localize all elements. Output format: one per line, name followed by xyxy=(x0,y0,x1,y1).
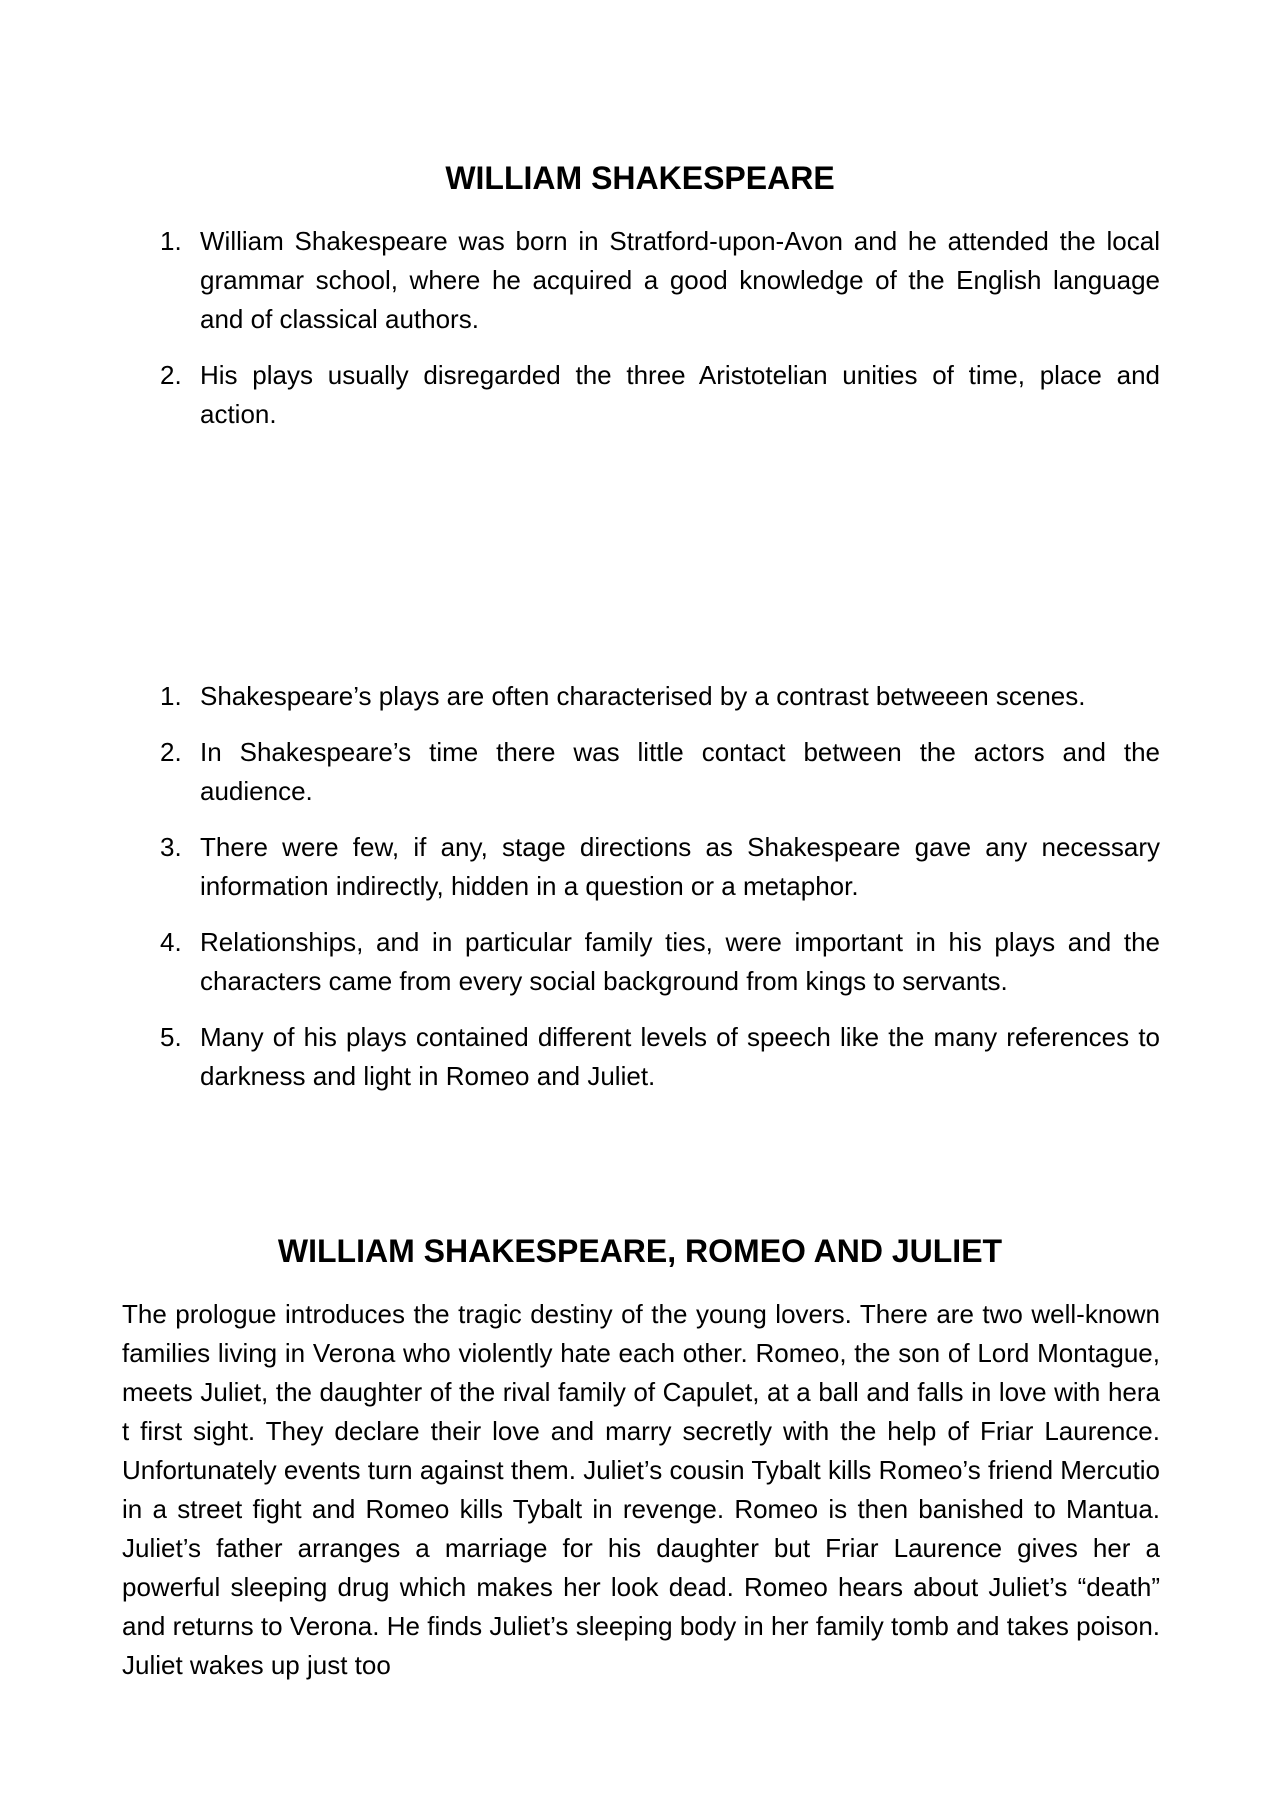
list-item-number: 1. xyxy=(160,681,182,711)
list-item xyxy=(122,828,1160,906)
list-item-text: There were few, if any, stage directions as Shakespeare gave any necessary information indirectly, hidden in a question or a metaphor. xyxy=(200,832,1160,901)
list-item xyxy=(122,677,1160,716)
list-item xyxy=(122,356,1160,434)
list-item xyxy=(122,1018,1160,1096)
synopsis-paragraph: The prologue introduces the tragic destiny of the young lovers. There are two well-known families living in Verona who violently hate each other. Romeo, the son of Lord Montague, meets Juliet, the daughter of the rival family of Capulet, at a ball and falls in love with hera t first sight. They declare their love and marry secretly with the help of Friar Laurence. Unfortunately events turn against them. Juliet’s cousin Tybalt kills Romeo’s friend Mercutio in a street fight and Romeo kills Tybalt in revenge. Romeo is then banished to Mantua. Juliet’s father arranges a marriage for his daughter but Friar Laurence gives her a powerful sleeping drug which makes her look dead. Romeo hears about Juliet’s “death” and returns to Verona. He finds Juliet’s sleeping body in her family tomb and takes poison. Juliet wakes up just too xyxy=(122,1299,1160,1680)
intro-list xyxy=(122,222,1160,451)
list-item xyxy=(122,923,1160,1001)
list-item-number: 1. xyxy=(160,226,182,256)
list-item-text: His plays usually disregarded the three Aristotelian unities of time, place and action. xyxy=(200,360,1160,429)
list-item-text: Relationships, and in particular family ties, were important in his plays and the characters came from every social background from kings to servants. xyxy=(200,927,1160,996)
list-item-text: Many of his plays contained different levels of speech like the many references to darkness and light in Romeo and Juliet. xyxy=(200,1022,1160,1091)
list-item-text: Shakespeare’s plays are often characterised by a contrast betweeen scenes. xyxy=(200,681,1086,711)
list-item-number: 5. xyxy=(160,1022,182,1052)
section-title-romeo-juliet: WILLIAM SHAKESPEARE, ROMEO AND JULIET xyxy=(277,1233,1003,1269)
features-list xyxy=(122,677,1160,1113)
list-item xyxy=(122,733,1160,811)
list-item-number: 3. xyxy=(160,832,182,862)
list-item-number: 2. xyxy=(160,360,182,390)
list-item-number: 4. xyxy=(160,927,182,957)
section-title-shakespeare: WILLIAM SHAKESPEARE xyxy=(445,160,835,196)
list-item-number: 2. xyxy=(160,737,182,767)
list-item xyxy=(122,222,1160,339)
list-item-text: In Shakespeare’s time there was little contact between the actors and the audience. xyxy=(200,737,1160,806)
list-item-text: William Shakespeare was born in Stratford-upon-Avon and he attended the local grammar school, where he acquired a good knowledge of the English language and of classical authors. xyxy=(200,226,1160,334)
